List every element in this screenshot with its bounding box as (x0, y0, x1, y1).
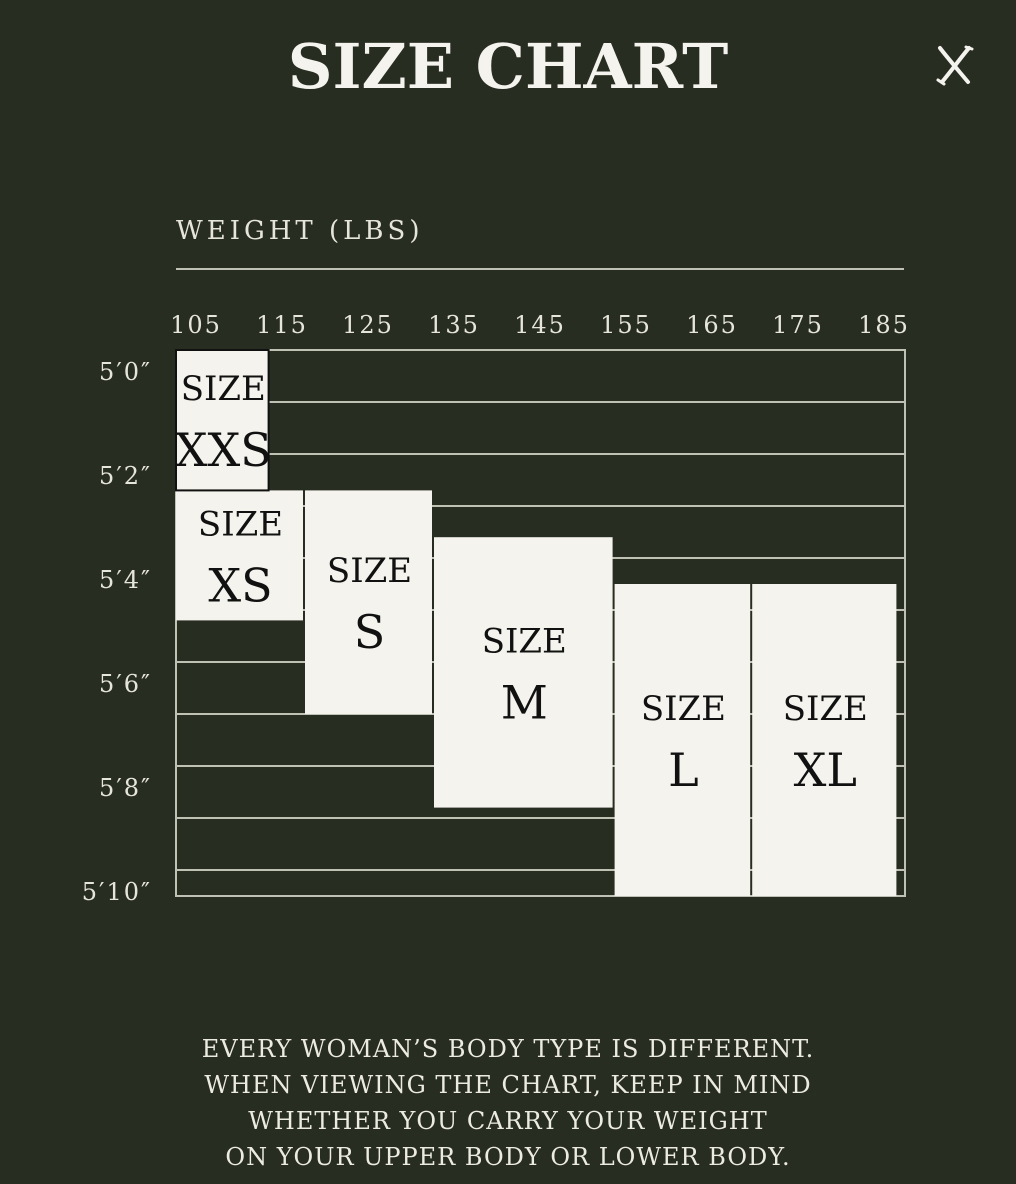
size-box (615, 584, 751, 896)
fit-note-line: EVERY WOMAN’S BODY TYPE IS DIFFERENT. (201, 1035, 815, 1063)
size-box-name: XS (208, 558, 273, 613)
fit-note (0, 1031, 1016, 1175)
size-box-prefix: SIZE (481, 621, 567, 662)
page-title: SIZE CHART (287, 30, 729, 103)
size-box (434, 537, 613, 807)
y-tick-label: 5′10″ (81, 878, 152, 906)
size-box-name: XXS (174, 423, 272, 478)
size-box-name: L (668, 743, 699, 797)
close-icon (936, 44, 974, 86)
size-box (752, 584, 896, 896)
x-tick-label: 155 (600, 311, 652, 339)
size-box-prefix: SIZE (782, 689, 868, 729)
x-tick-label: 105 (170, 311, 222, 339)
x-axis-rule (176, 268, 904, 270)
y-tick-label: 5′8″ (99, 774, 152, 802)
size-box-prefix: SIZE (326, 551, 413, 592)
x-tick-label: 175 (772, 311, 824, 339)
y-tick-label: 5′0″ (99, 358, 152, 386)
size-box-prefix: SIZE (197, 504, 284, 545)
fit-note-line: WHEN VIEWING THE CHART, KEEP IN MIND (204, 1071, 812, 1099)
x-tick-label: 165 (686, 311, 738, 339)
size-box-name: XL (793, 743, 857, 797)
size-box-prefix: SIZE (180, 369, 266, 410)
x-tick-label: 125 (342, 311, 394, 339)
x-tick-label: 185 (858, 311, 910, 339)
x-tick-label: 145 (514, 311, 566, 339)
close-button[interactable] (936, 44, 974, 86)
x-tick-label: 115 (256, 311, 308, 339)
y-tick-label: 5′2″ (99, 462, 152, 490)
size-box (305, 490, 432, 714)
x-axis-label: WEIGHT (LBS) (176, 216, 424, 246)
size-chart (0, 300, 1016, 940)
x-tick-label: 135 (428, 311, 480, 339)
size-box-name: S (353, 605, 386, 660)
y-tick-label: 5′6″ (99, 670, 152, 698)
fit-note-line: WHETHER YOU CARRY YOUR WEIGHT (248, 1107, 768, 1135)
fit-note-line: ON YOUR UPPER BODY OR LOWER BODY. (225, 1143, 791, 1171)
y-tick-label: 5′4″ (99, 566, 152, 594)
size-box-name: M (500, 675, 548, 730)
size-box-prefix: SIZE (640, 689, 726, 729)
